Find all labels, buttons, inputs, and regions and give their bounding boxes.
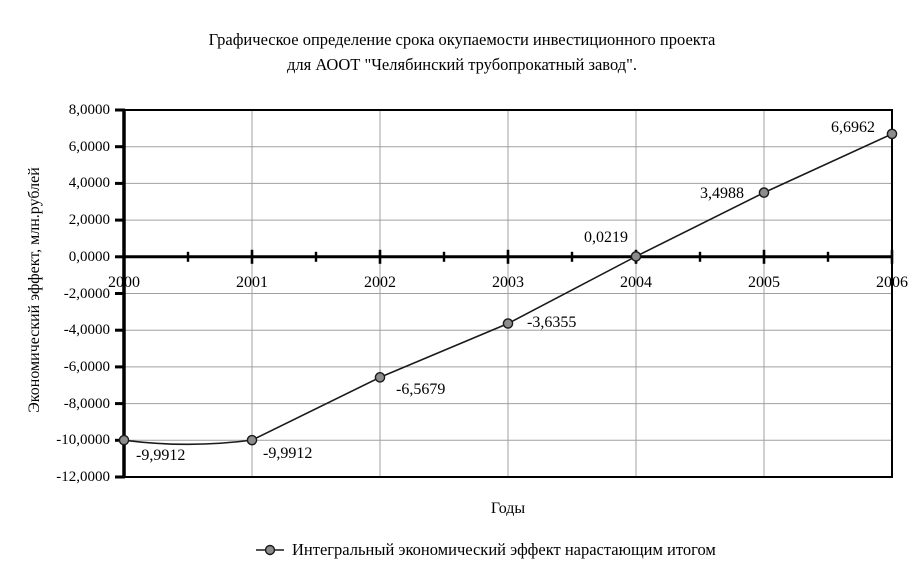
y-tick-label: 4,0000 <box>68 175 110 192</box>
legend <box>255 540 716 560</box>
y-tick-label: -10,0000 <box>56 432 110 449</box>
chart-title-line2: для АООТ "Челябинский трубопрокатный завод". <box>286 55 637 74</box>
x-axis-title: Годы <box>490 500 526 517</box>
y-tick-label: -4,0000 <box>63 322 110 339</box>
y-tick-label: 8,0000 <box>68 102 110 118</box>
y-tick-label: -12,0000 <box>56 469 110 485</box>
y-axis-title: Экономический эффект, млн.рублей <box>26 167 43 413</box>
y-tick-label: -6,0000 <box>63 358 110 375</box>
data-label: -6,5679 <box>396 381 446 399</box>
data-point-marker <box>887 129 896 138</box>
data-label: -9,9912 <box>136 447 186 465</box>
data-point-marker <box>375 373 384 382</box>
legend-series-marker-icon <box>255 544 285 556</box>
x-tick-label: 2003 <box>492 274 524 291</box>
data-point-marker <box>759 188 768 197</box>
data-point-marker <box>119 436 128 445</box>
x-tick-label: 2004 <box>620 274 652 291</box>
data-label: -9,9912 <box>263 445 313 463</box>
data-label: 3,4988 <box>700 184 744 202</box>
y-tick-label: 0,0000 <box>68 248 110 265</box>
chart-title-line1: Графическое определение срока окупаемости инвестиционного проекта <box>208 30 716 49</box>
x-tick-label: 2000 <box>108 274 140 291</box>
x-tick-label: 2006 <box>876 274 908 291</box>
legend-label: Интегральный экономический эффект нарастающим итогом <box>292 540 716 559</box>
x-tick-label: 2001 <box>236 274 268 291</box>
y-tick-label: -8,0000 <box>63 395 110 412</box>
data-point-marker <box>247 436 256 445</box>
data-label: 0,0219 <box>584 229 628 247</box>
x-tick-label: 2002 <box>364 274 396 291</box>
x-tick-label: 2005 <box>748 274 780 291</box>
y-tick-label: 6,0000 <box>68 138 110 155</box>
data-label: -3,6355 <box>527 313 577 331</box>
data-point-marker <box>503 319 512 328</box>
y-tick-label: -2,0000 <box>63 285 110 302</box>
data-point-marker <box>631 252 640 261</box>
y-tick-label: 2,0000 <box>68 212 110 229</box>
data-label: 6,6962 <box>831 118 875 136</box>
